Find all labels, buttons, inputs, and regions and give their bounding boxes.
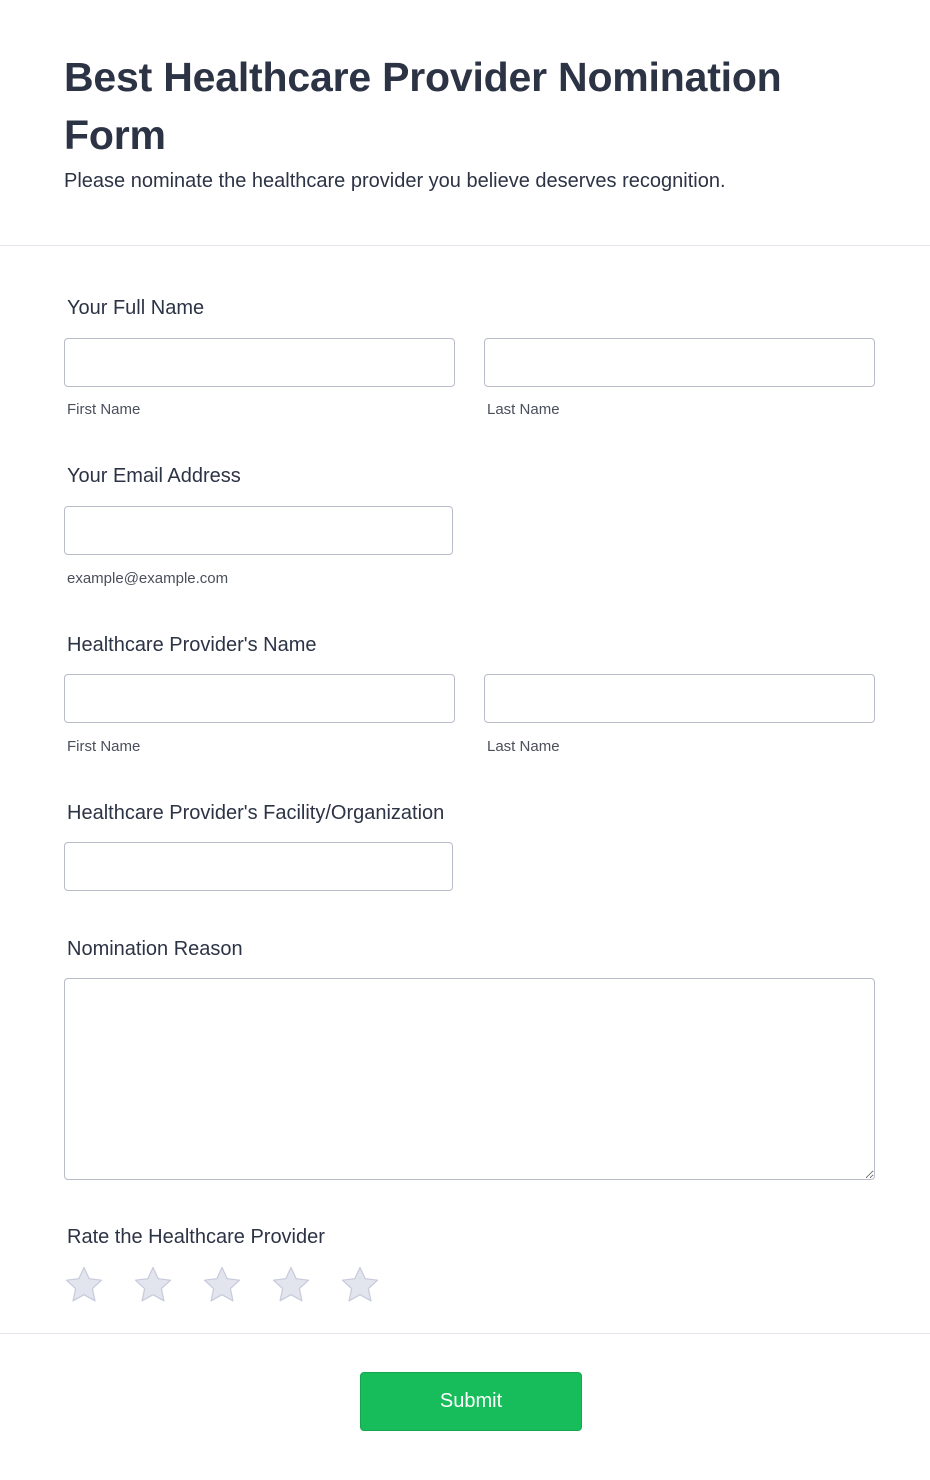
provider-last-name-input[interactable] bbox=[484, 674, 875, 723]
facility-input[interactable] bbox=[64, 842, 453, 891]
form-footer bbox=[0, 1333, 930, 1480]
nomination-reason-textarea[interactable] bbox=[64, 978, 875, 1180]
facility-label: Healthcare Provider's Facility/Organization bbox=[67, 802, 445, 824]
provider-first-name-input[interactable] bbox=[64, 674, 455, 723]
nomination-reason-label: Nomination Reason bbox=[67, 938, 243, 960]
email-sublabel: example@example.com bbox=[67, 570, 229, 587]
provider-first-name-sublabel: First Name bbox=[67, 738, 141, 755]
full-name-last-sublabel: Last Name bbox=[487, 401, 560, 418]
star-icon[interactable] bbox=[202, 1265, 242, 1305]
full-name-label: Your Full Name bbox=[67, 297, 205, 319]
rating-label: Rate the Healthcare Provider bbox=[67, 1226, 325, 1248]
form-header bbox=[0, 0, 930, 246]
full-name-last-input[interactable] bbox=[484, 338, 875, 387]
star-rating bbox=[64, 1265, 409, 1307]
provider-last-name-sublabel: Last Name bbox=[487, 738, 560, 755]
star-icon[interactable] bbox=[340, 1265, 380, 1305]
email-label: Your Email Address bbox=[67, 465, 241, 487]
form-title: Best Healthcare Provider Nomination Form bbox=[64, 54, 782, 158]
submit-button[interactable]: Submit bbox=[360, 1372, 582, 1431]
provider-name-label: Healthcare Provider's Name bbox=[67, 634, 317, 656]
full-name-first-sublabel: First Name bbox=[67, 401, 141, 418]
form-subtitle: Please nominate the healthcare provider you believe deserves recognition. bbox=[64, 170, 726, 192]
email-input[interactable] bbox=[64, 506, 453, 555]
star-icon[interactable] bbox=[271, 1265, 311, 1305]
star-icon[interactable] bbox=[133, 1265, 173, 1305]
full-name-first-input[interactable] bbox=[64, 338, 455, 387]
star-icon[interactable] bbox=[64, 1265, 104, 1305]
